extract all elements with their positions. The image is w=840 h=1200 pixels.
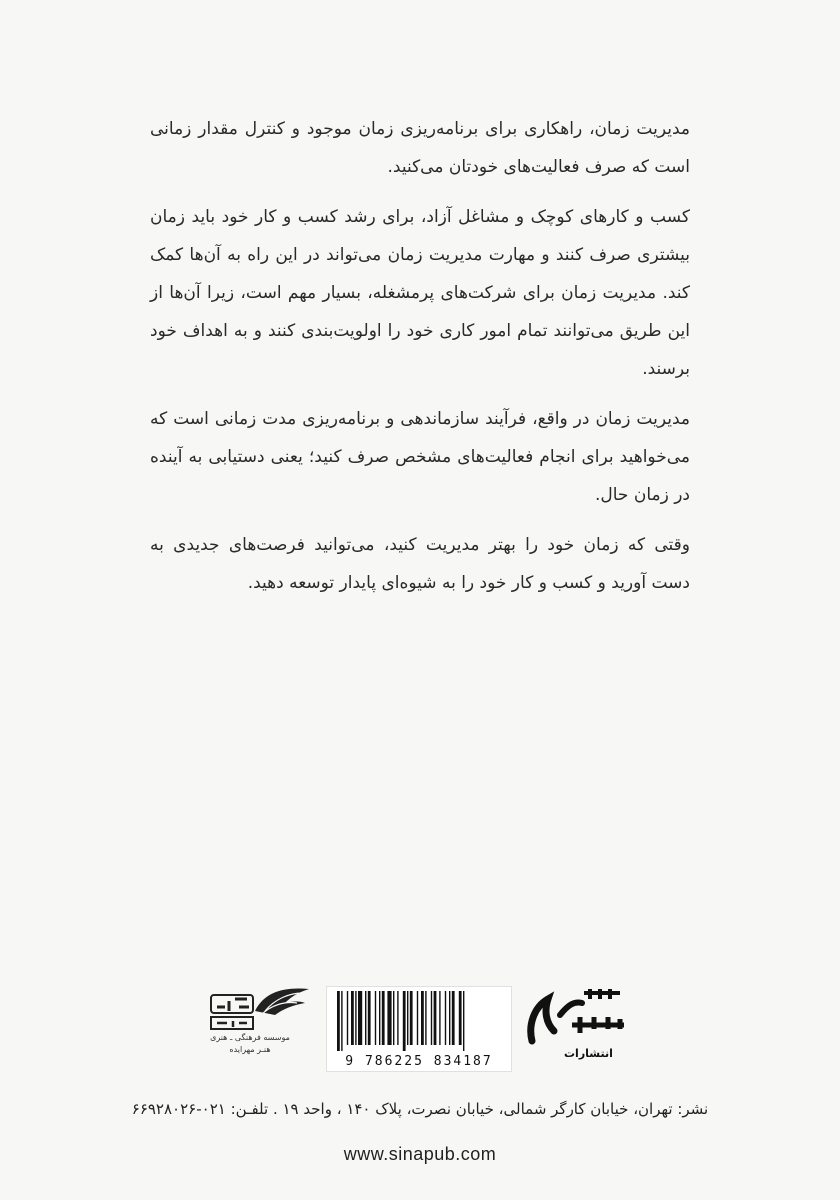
barcode-bar — [434, 991, 437, 1045]
isbn-barcode — [326, 986, 512, 1072]
barcode-bar — [425, 991, 426, 1045]
barcode-bar — [382, 991, 385, 1045]
hunar-caption-1: موسسه فرهنگی ـ هنری — [210, 1033, 290, 1042]
barcode-bars — [327, 987, 511, 1051]
barcode-bar — [459, 991, 462, 1045]
publisher-website[interactable]: www.sinapub.com — [343, 1144, 497, 1164]
barcode-bar — [351, 991, 354, 1045]
barcode-bar — [407, 991, 408, 1045]
barcode-bar — [379, 991, 380, 1045]
hunar-caption-2: هنـر مهرایده — [229, 1045, 271, 1054]
barcode-bar — [449, 991, 450, 1045]
barcode-bar — [393, 991, 394, 1045]
barcode-bar — [417, 991, 418, 1045]
barcode-bar — [403, 991, 406, 1051]
barcode-number: 9 786225 834187 — [345, 1054, 493, 1069]
sina-logo — [524, 985, 636, 1075]
paragraph-4: وقتی که زمان خود را بهتر مدیریت کنید، می‌توانید فرصت‌های جدیدی به دست آورید و کسب و کار خود را به شیوه‌ای پایدار توسعه دهید. — [150, 535, 690, 593]
barcode-bar — [463, 991, 464, 1051]
back-cover-text — [150, 110, 690, 614]
barcode-bar — [410, 991, 413, 1045]
barcode-bar — [439, 991, 440, 1045]
barcode-bar — [431, 991, 432, 1045]
sina-wordmark-icon — [524, 985, 636, 1047]
paragraph-1: مدیریت زمان، راهکاری برای برنامه‌ریزی زمان موجود و کنترل مقدار زمانی است که صرف فعالیت‌های خودتان می‌کنید. — [150, 119, 690, 177]
barcode-bar — [347, 991, 348, 1045]
paragraph-3: مدیریت زمان در واقع، فرآیند سازماندهی و برنامه‌ریزی مدت زمانی است که می‌خواهید برای انجام فعالیت‌های مشخص صرف کنید؛ یعنی دستیابی به آینده در زمان حال. — [150, 409, 690, 505]
barcode-bar — [452, 991, 455, 1045]
logos-row — [0, 985, 840, 1075]
publisher-label: انتشارات — [564, 1047, 613, 1060]
barcode-bar — [397, 991, 398, 1045]
barcode-bar — [341, 991, 342, 1051]
hunar-logo — [205, 985, 315, 1069]
barcode-bar — [355, 991, 356, 1045]
barcode-bar — [368, 991, 371, 1045]
wing-logo-icon — [205, 985, 315, 1033]
publisher-address: نشر: تهران، خیابان کارگر شمالی، خیابان نصرت، پلاک ۱۴۰ ، واحد ۱۹ . تلفـن: ۰۲۱-۶۶۹۲۸۰۲۶ — [131, 1100, 709, 1118]
barcode-bar — [375, 991, 376, 1045]
barcode-bar — [445, 991, 446, 1045]
barcode-bar — [421, 991, 424, 1045]
barcode-bar — [337, 991, 340, 1051]
barcode-bar — [387, 991, 391, 1045]
paragraph-2: کسب و کارهای کوچک و مشاغل آزاد، برای رشد کسب و کار خود باید زمان بیشتری صرف کنند و مهارت مدیریت زمان می‌تواند در این راه به آن‌ها کمک کند. مدیریت زمان برای شرکت‌های پرمشغله، بسیار مهم است، زیرا آن‌ها از این طریق می‌توانند تمام امور کاری خود را اولویت‌بندی کنند و به اهداف خود برسند. — [150, 207, 690, 379]
barcode-bar — [358, 991, 362, 1045]
barcode-bar — [365, 991, 366, 1045]
